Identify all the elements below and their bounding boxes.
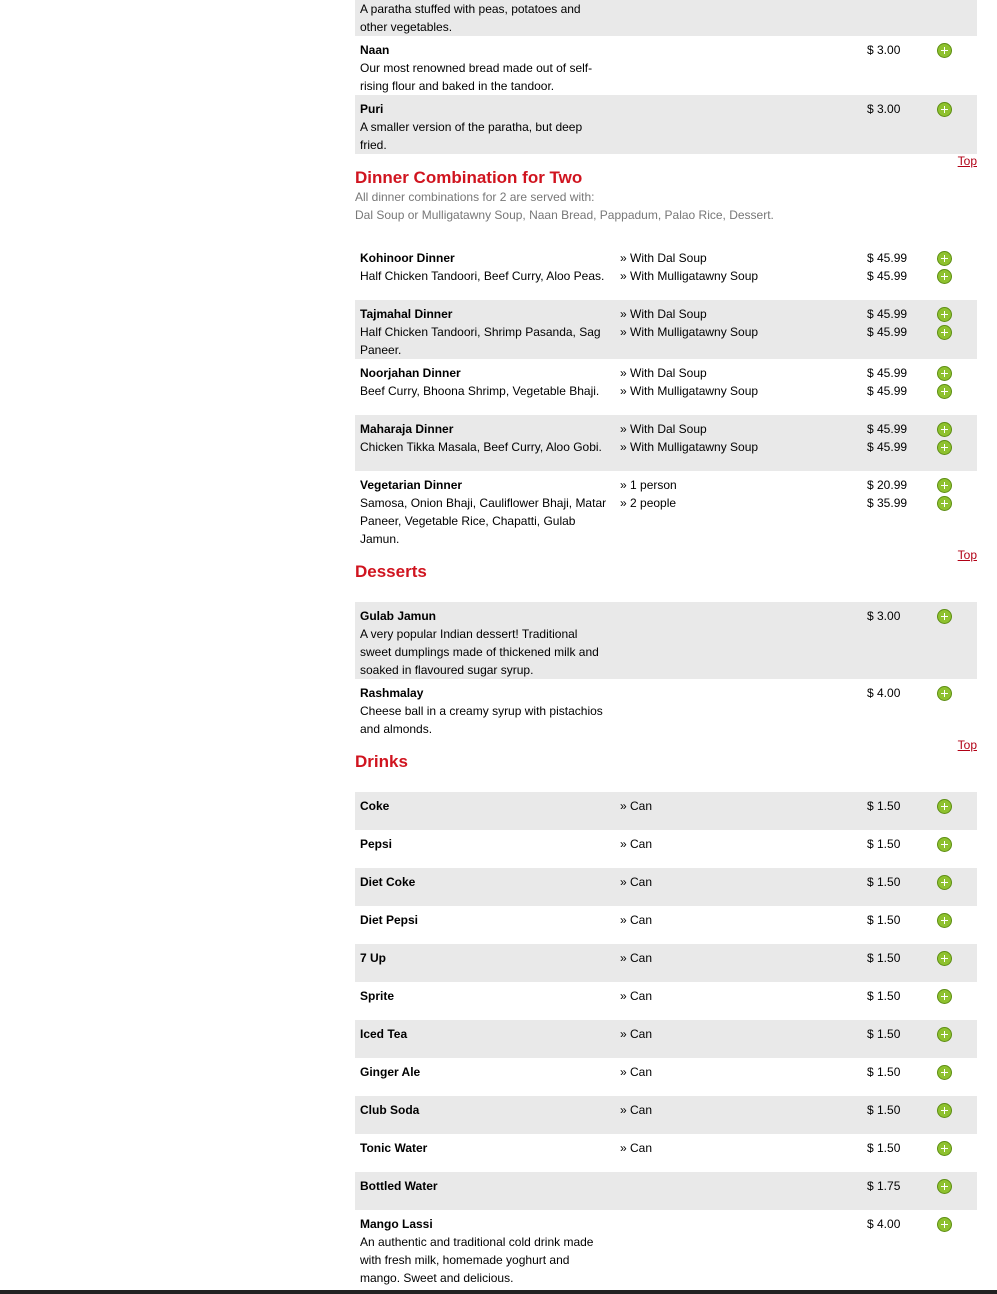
add-to-cart-icon[interactable]	[937, 1027, 952, 1042]
menu-row	[355, 359, 977, 415]
item-name: Noorjahan Dinner	[360, 366, 461, 380]
item-name: Naan	[360, 43, 390, 57]
item-description: Chicken Tikka Masala, Beef Curry, Aloo Gobi.	[360, 440, 602, 454]
item-price: $ 1.50	[867, 1103, 901, 1117]
item-option: » With Mulligatawny Soup	[620, 384, 759, 398]
menu-row	[355, 982, 977, 1020]
item-name: Kohinoor Dinner	[360, 251, 455, 265]
item-name: Bottled Water	[360, 1179, 438, 1193]
menu-row	[355, 415, 977, 471]
menu-row	[355, 244, 977, 300]
item-name: Sprite	[360, 989, 395, 1003]
item-price: $ 45.99	[867, 366, 908, 380]
item-price: $ 3.00	[867, 102, 901, 116]
item-description: Half Chicken Tandoori, Beef Curry, Aloo Peas.	[360, 269, 605, 283]
item-name: Maharaja Dinner	[360, 422, 454, 436]
menu-row	[355, 944, 977, 982]
item-price: $ 1.50	[867, 1141, 901, 1155]
item-option: » Can	[620, 989, 653, 1003]
menu-row	[355, 1020, 977, 1058]
add-to-cart-icon[interactable]	[937, 496, 952, 511]
add-to-cart-icon[interactable]	[937, 1179, 952, 1194]
menu-row	[355, 95, 977, 154]
section-title: Dinner Combination for Two	[355, 168, 583, 187]
item-price: $ 1.50	[867, 875, 901, 889]
item-price: $ 1.75	[867, 1179, 901, 1193]
section-note: All dinner combinations for 2 are served with:	[355, 190, 595, 204]
item-price: $ 1.50	[867, 951, 901, 965]
add-to-cart-icon[interactable]	[937, 422, 952, 437]
item-name: Diet Pepsi	[360, 913, 419, 927]
menu-row	[355, 1058, 977, 1096]
item-name: Tajmahal Dinner	[360, 307, 453, 321]
section-title: Desserts	[355, 562, 427, 581]
add-to-cart-icon[interactable]	[937, 366, 952, 381]
item-option: » Can	[620, 1065, 653, 1079]
item-name: Diet Coke	[360, 875, 416, 889]
add-to-cart-icon[interactable]	[937, 1065, 952, 1080]
item-price: $ 35.99	[867, 496, 908, 510]
menu-row	[355, 602, 977, 679]
item-option: » Can	[620, 1027, 653, 1041]
item-price: $ 45.99	[867, 384, 908, 398]
item-price: $ 1.50	[867, 1065, 901, 1079]
item-description: Beef Curry, Bhoona Shrimp, Vegetable Bhaji.	[360, 384, 600, 398]
item-price: $ 4.00	[867, 686, 901, 700]
item-name: Vegetarian Dinner	[360, 478, 463, 492]
add-to-cart-icon[interactable]	[937, 875, 952, 890]
item-option: » With Dal Soup	[620, 366, 707, 380]
item-name: Tonic Water	[360, 1141, 428, 1155]
item-price: $ 1.50	[867, 1027, 901, 1041]
item-description: An authentic and traditional cold drink made with fresh milk, homemade yoghurt and mango. Sweet and delicious.	[360, 1235, 594, 1285]
add-to-cart-icon[interactable]	[937, 440, 952, 455]
menu-row	[355, 0, 977, 36]
menu-row	[355, 868, 977, 906]
item-option: » Can	[620, 875, 653, 889]
item-name: Iced Tea	[360, 1027, 408, 1041]
section-title: Drinks	[355, 752, 408, 771]
item-price: $ 45.99	[867, 251, 908, 265]
item-option: » Can	[620, 951, 653, 965]
item-name: Coke	[360, 799, 390, 813]
item-price: $ 4.00	[867, 1217, 901, 1231]
add-to-cart-icon[interactable]	[937, 989, 952, 1004]
add-to-cart-icon[interactable]	[937, 307, 952, 322]
item-description: Cheese ball in a creamy syrup with pistachios and almonds.	[360, 704, 603, 736]
menu-row	[355, 1096, 977, 1134]
add-to-cart-icon[interactable]	[937, 913, 952, 928]
item-option: » With Dal Soup	[620, 307, 707, 321]
back-to-top-link[interactable]: Top	[957, 154, 977, 168]
item-option: » With Dal Soup	[620, 251, 707, 265]
add-to-cart-icon[interactable]	[937, 478, 952, 493]
item-name: Rashmalay	[360, 686, 424, 700]
item-option: » Can	[620, 837, 653, 851]
item-option: » Can	[620, 913, 653, 927]
item-name: Gulab Jamun	[360, 609, 437, 623]
menu-row	[355, 679, 977, 738]
item-price: $ 20.99	[867, 478, 908, 492]
item-option: » Can	[620, 1103, 653, 1117]
item-name: Pepsi	[360, 837, 393, 851]
item-name: Puri	[360, 102, 384, 116]
add-to-cart-icon[interactable]	[937, 1217, 952, 1232]
item-name: Mango Lassi	[360, 1217, 433, 1231]
item-name: Club Soda	[360, 1103, 420, 1117]
item-description: Half Chicken Tandoori, Shrimp Pasanda, Sag Paneer.	[360, 325, 601, 357]
add-to-cart-icon[interactable]	[937, 102, 952, 117]
add-to-cart-icon[interactable]	[937, 384, 952, 399]
item-option: » Can	[620, 1141, 653, 1155]
item-price: $ 3.00	[867, 609, 901, 623]
menu-row	[355, 830, 977, 868]
item-description: A very popular Indian dessert! Traditional sweet dumplings made of thickened milk and soaked in flavoured sugar syrup.	[360, 627, 599, 677]
section-note: Dal Soup or Mulligatawny Soup, Naan Bread, Pappadum, Palao Rice, Dessert.	[355, 208, 774, 222]
item-price: $ 45.99	[867, 269, 908, 283]
add-to-cart-icon[interactable]	[937, 269, 952, 284]
back-to-top-link[interactable]: Top	[957, 548, 977, 562]
item-price: $ 45.99	[867, 422, 908, 436]
bottom-border	[0, 1290, 997, 1294]
item-option: » With Mulligatawny Soup	[620, 440, 759, 454]
item-price: $ 3.00	[867, 43, 901, 57]
add-to-cart-icon[interactable]	[937, 1141, 952, 1156]
item-price: $ 1.50	[867, 989, 901, 1003]
add-to-cart-icon[interactable]	[937, 43, 952, 58]
add-to-cart-icon[interactable]	[937, 837, 952, 852]
item-description: A paratha stuffed with peas, potatoes and other vegetables.	[360, 2, 581, 34]
item-price: $ 45.99	[867, 440, 908, 454]
item-option: » With Mulligatawny Soup	[620, 325, 759, 339]
back-to-top-link[interactable]: Top	[957, 738, 977, 752]
menu-row	[355, 792, 977, 830]
item-option: » With Mulligatawny Soup	[620, 269, 759, 283]
item-option: » With Dal Soup	[620, 422, 707, 436]
item-price: $ 45.99	[867, 325, 908, 339]
item-price: $ 1.50	[867, 913, 901, 927]
add-to-cart-icon[interactable]	[937, 325, 952, 340]
menu-row	[355, 300, 977, 359]
item-name: Ginger Ale	[360, 1065, 421, 1079]
item-description: Samosa, Onion Bhaji, Cauliflower Bhaji, Matar Paneer, Vegetable Rice, Chapatti, Gulab Jamun.	[360, 496, 607, 546]
menu-row	[355, 471, 977, 548]
item-description: A smaller version of the paratha, but deep fried.	[360, 120, 583, 152]
add-to-cart-icon[interactable]	[937, 799, 952, 814]
menu-row	[355, 906, 977, 944]
item-option: » 1 person	[620, 478, 677, 492]
item-price: $ 1.50	[867, 837, 901, 851]
add-to-cart-icon[interactable]	[937, 251, 952, 266]
item-option: » 2 people	[620, 496, 677, 510]
add-to-cart-icon[interactable]	[937, 1103, 952, 1118]
menu-row	[355, 1210, 977, 1290]
menu-row	[355, 1134, 977, 1172]
item-name: 7 Up	[360, 951, 387, 965]
item-option: » Can	[620, 799, 653, 813]
add-to-cart-icon[interactable]	[937, 609, 952, 624]
add-to-cart-icon[interactable]	[937, 686, 952, 701]
item-price: $ 45.99	[867, 307, 908, 321]
item-price: $ 1.50	[867, 799, 901, 813]
add-to-cart-icon[interactable]	[937, 951, 952, 966]
item-description: Our most renowned bread made out of self-rising flour and baked in the tandoor.	[360, 61, 593, 93]
menu-row	[355, 36, 977, 95]
menu-row	[355, 1172, 977, 1210]
